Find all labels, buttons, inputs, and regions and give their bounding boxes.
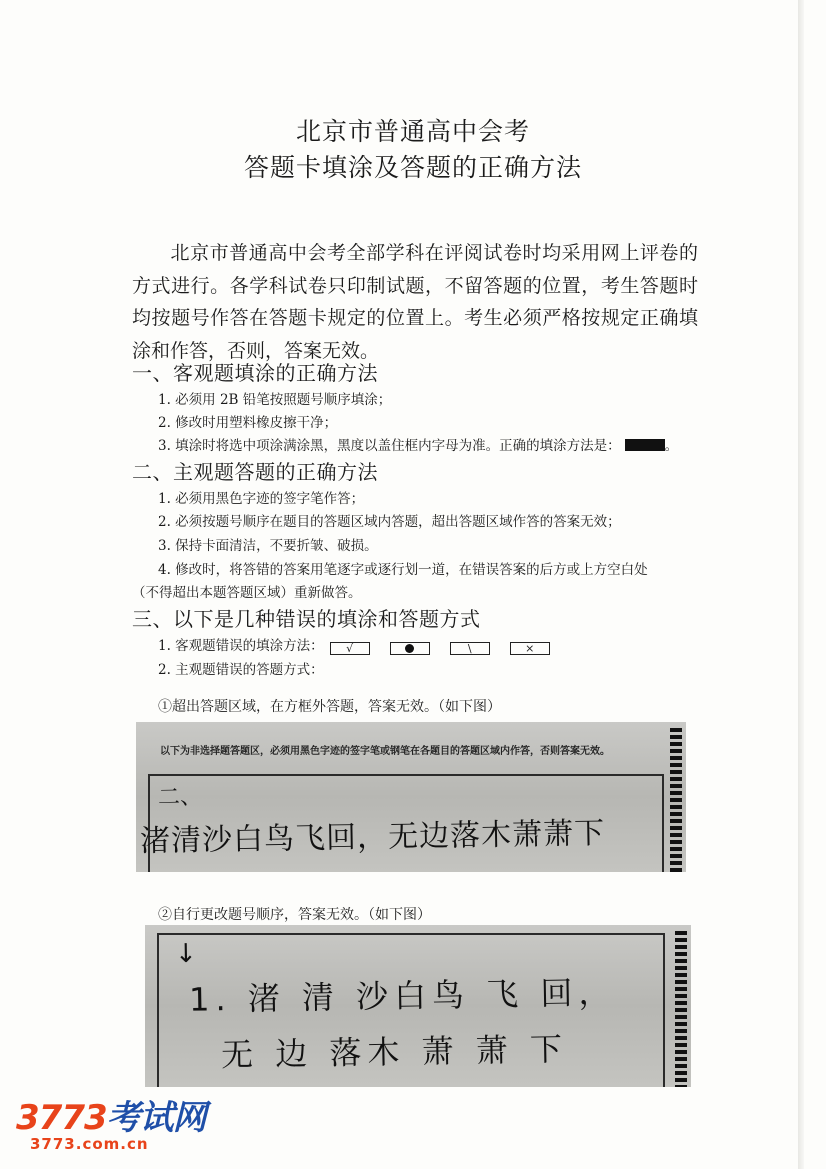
site-watermark bbox=[16, 1100, 206, 1152]
section1-item-3-text: 3. 填涂时将选中项涂满涂黑，黑度以盖住框内字母为准。正确的填涂方法是： bbox=[158, 438, 621, 454]
title-line-2: 答题卡填涂及答题的正确方法 bbox=[243, 153, 582, 182]
timing-marks bbox=[675, 931, 687, 1087]
section1-heading: 一、客观题填涂的正确方法 bbox=[132, 361, 378, 385]
watermark-text: 考试网 bbox=[106, 1098, 206, 1138]
section2-item-3: 3. 保持卡面清洁，不要折皱、破损。 bbox=[158, 538, 378, 554]
watermark-url: 3773.com.cn bbox=[30, 1135, 149, 1153]
section3-item-2: 2. 主观题错误的答题方式： bbox=[158, 662, 324, 678]
section2-item-1: 1. 必须用黑色字迹的签字笔作答； bbox=[158, 491, 365, 507]
intro-text: 北京市普通高中会考全部学科在评阅试卷时均采用网上评卷的方式进行。各学科试卷只印制试题，不留答题的位置，考生答题时均按题号作答在答题卡规定的位置上。考生必须严格按规定正确填涂和作答，否则，答案无效。 bbox=[132, 242, 698, 362]
intro-paragraph bbox=[132, 237, 698, 367]
wrong-fill-examples bbox=[330, 642, 550, 655]
section3-item-1 bbox=[158, 634, 550, 655]
section1-item-2: 2. 修改时用塑料橡皮擦干净； bbox=[158, 415, 338, 431]
section1-item-3-end: 。 bbox=[664, 438, 679, 454]
section2-item-4: 4. 修改时，将答错的答案用笔逐字或逐行划一道，在错误答案的后方或上方空白处 bbox=[158, 562, 648, 578]
example1-caption: ①超出答题区域，在方框外答题，答案无效。（如下图） bbox=[158, 699, 501, 715]
answer-area-notice: 以下为非选择题答题区，必须用黑色字迹的签字笔或钢笔在各题目的答题区域内作答，否则答案无效。 bbox=[160, 746, 610, 757]
example2-scan bbox=[145, 925, 691, 1087]
section1-item-3 bbox=[158, 434, 678, 454]
handwritten-number: 二、 bbox=[157, 784, 203, 811]
wrong-fill-cross: × bbox=[510, 642, 550, 655]
handwritten-answer: 渚清沙白鸟飞回，无边落木萧萧下 bbox=[139, 815, 606, 860]
section3-item-1-text: 1. 客观题错误的填涂方法： bbox=[158, 638, 324, 654]
section2-item-4-cont: （不得超出本题答题区域）重新做答。 bbox=[132, 585, 362, 601]
timing-marks bbox=[670, 728, 682, 872]
handwritten-line-1: 1. 渚 清 沙白鸟 飞 回， bbox=[188, 973, 617, 1019]
dot-mark bbox=[405, 644, 414, 653]
section1-item-1: 1. 必须用 2B 铅笔按照题号顺序填涂； bbox=[158, 392, 392, 408]
correct-fill-mark bbox=[625, 439, 665, 451]
wrong-fill-dot bbox=[390, 642, 430, 655]
section2-item-2: 2. 必须按题号顺序在题目的答题区域内答题，超出答题区域作答的答案无效； bbox=[158, 514, 621, 530]
handwritten-mark: ↓ bbox=[174, 938, 198, 970]
watermark-number: 3773 bbox=[16, 1098, 107, 1138]
section2-heading: 二、主观题答题的正确方法 bbox=[132, 460, 378, 484]
wrong-fill-check: √ bbox=[330, 642, 370, 655]
handwritten-line-2: 无 边 落木 萧 萧 下 bbox=[220, 1029, 569, 1075]
example1-scan bbox=[136, 722, 686, 872]
section3-heading: 三、以下是几种错误的填涂和答题方式 bbox=[132, 607, 481, 631]
watermark-logo bbox=[16, 1100, 206, 1136]
example2-caption: ②自行更改题号顺序，答案无效。（如下图） bbox=[158, 907, 431, 923]
title-line-1: 北京市普通高中会考 bbox=[295, 117, 530, 146]
wrong-fill-slash: \ bbox=[450, 642, 490, 655]
